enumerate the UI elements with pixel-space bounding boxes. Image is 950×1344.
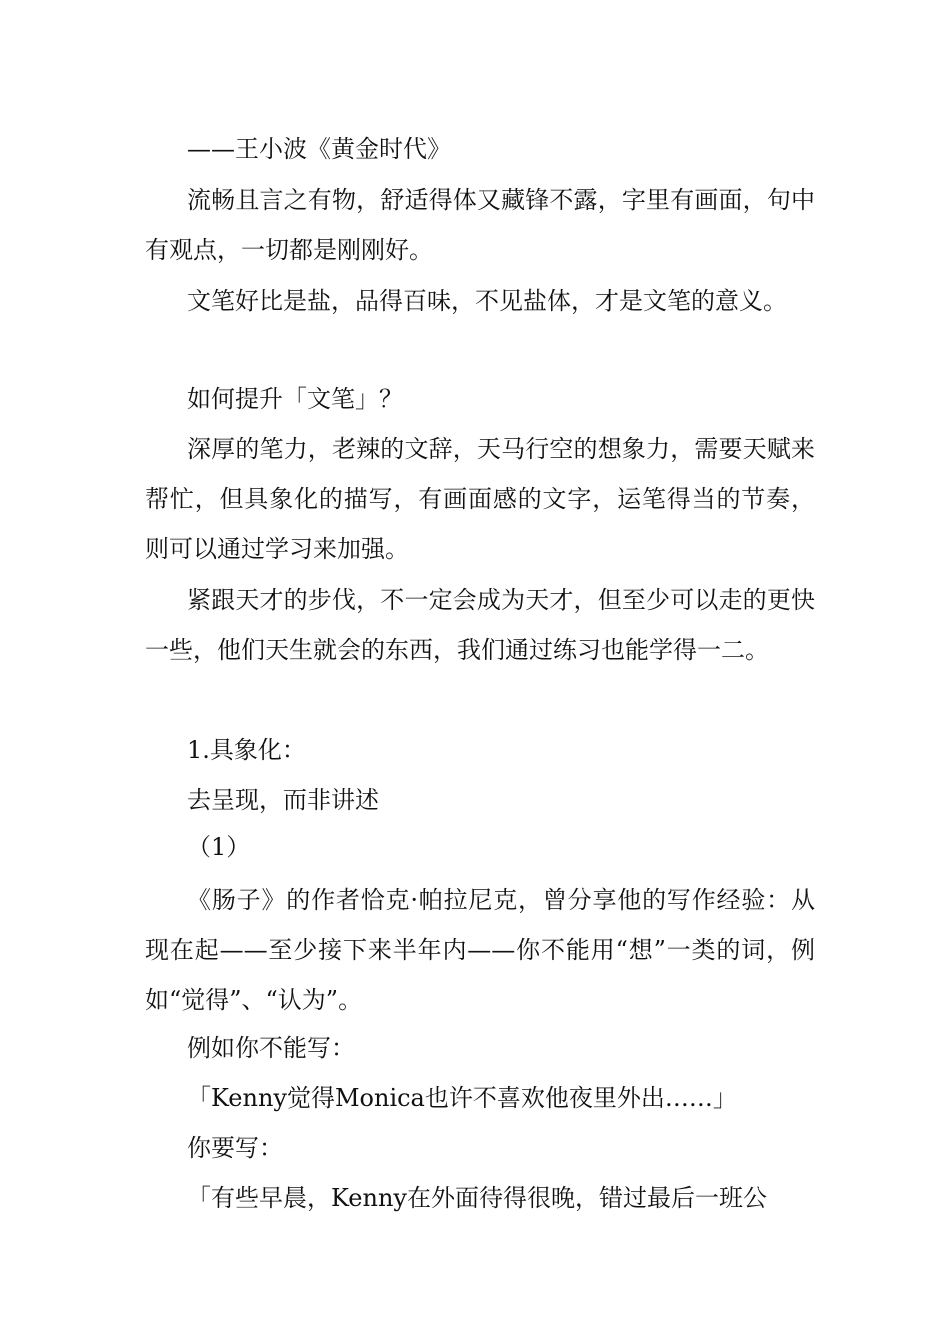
quote-attribution: ——王小波《黄金时代》 bbox=[187, 135, 451, 163]
paragraph: 例如你不能写： bbox=[187, 1034, 355, 1062]
paragraph: 《肠子》的作者恰克·帕拉尼克，曾分享他的写作经验：从现在起——至少接下来半年内——你不能用“想”一类的词，例如“觉得”、“认为”。 bbox=[145, 886, 815, 1014]
paragraph: 紧跟天才的步伐，不一定会成为天才，但至少可以走的更快一些，他们天生就会的东西，我们通过练习也能学得一二。 bbox=[145, 586, 815, 664]
example-quote: 「Kenny觉得Monica也许不喜欢他夜里外出……」 bbox=[187, 1084, 737, 1112]
paragraph: 你要写： bbox=[187, 1134, 283, 1162]
section-question: 如何提升「文笔」？ bbox=[187, 385, 403, 413]
subheading: 去呈现，而非讲述 bbox=[187, 786, 379, 814]
section-heading: 1.具象化： bbox=[187, 736, 306, 764]
example-quote: 「有些早晨，Kenny在外面待得很晚，错过最后一班公 bbox=[187, 1184, 767, 1212]
paragraph: 深厚的笔力，老辣的文辞，天马行空的想象力，需要天赋来帮忙，但具象化的描写，有画面感的文字，运笔得当的节奏，则可以通过学习来加强。 bbox=[145, 435, 815, 563]
paragraph: 文笔好比是盐，品得百味，不见盐体，才是文笔的意义。 bbox=[187, 287, 787, 315]
list-number: （1） bbox=[187, 833, 251, 861]
paragraph: 流畅且言之有物，舒适得体又藏锋不露，字里有画面，句中有观点，一切都是刚刚好。 bbox=[145, 186, 815, 264]
